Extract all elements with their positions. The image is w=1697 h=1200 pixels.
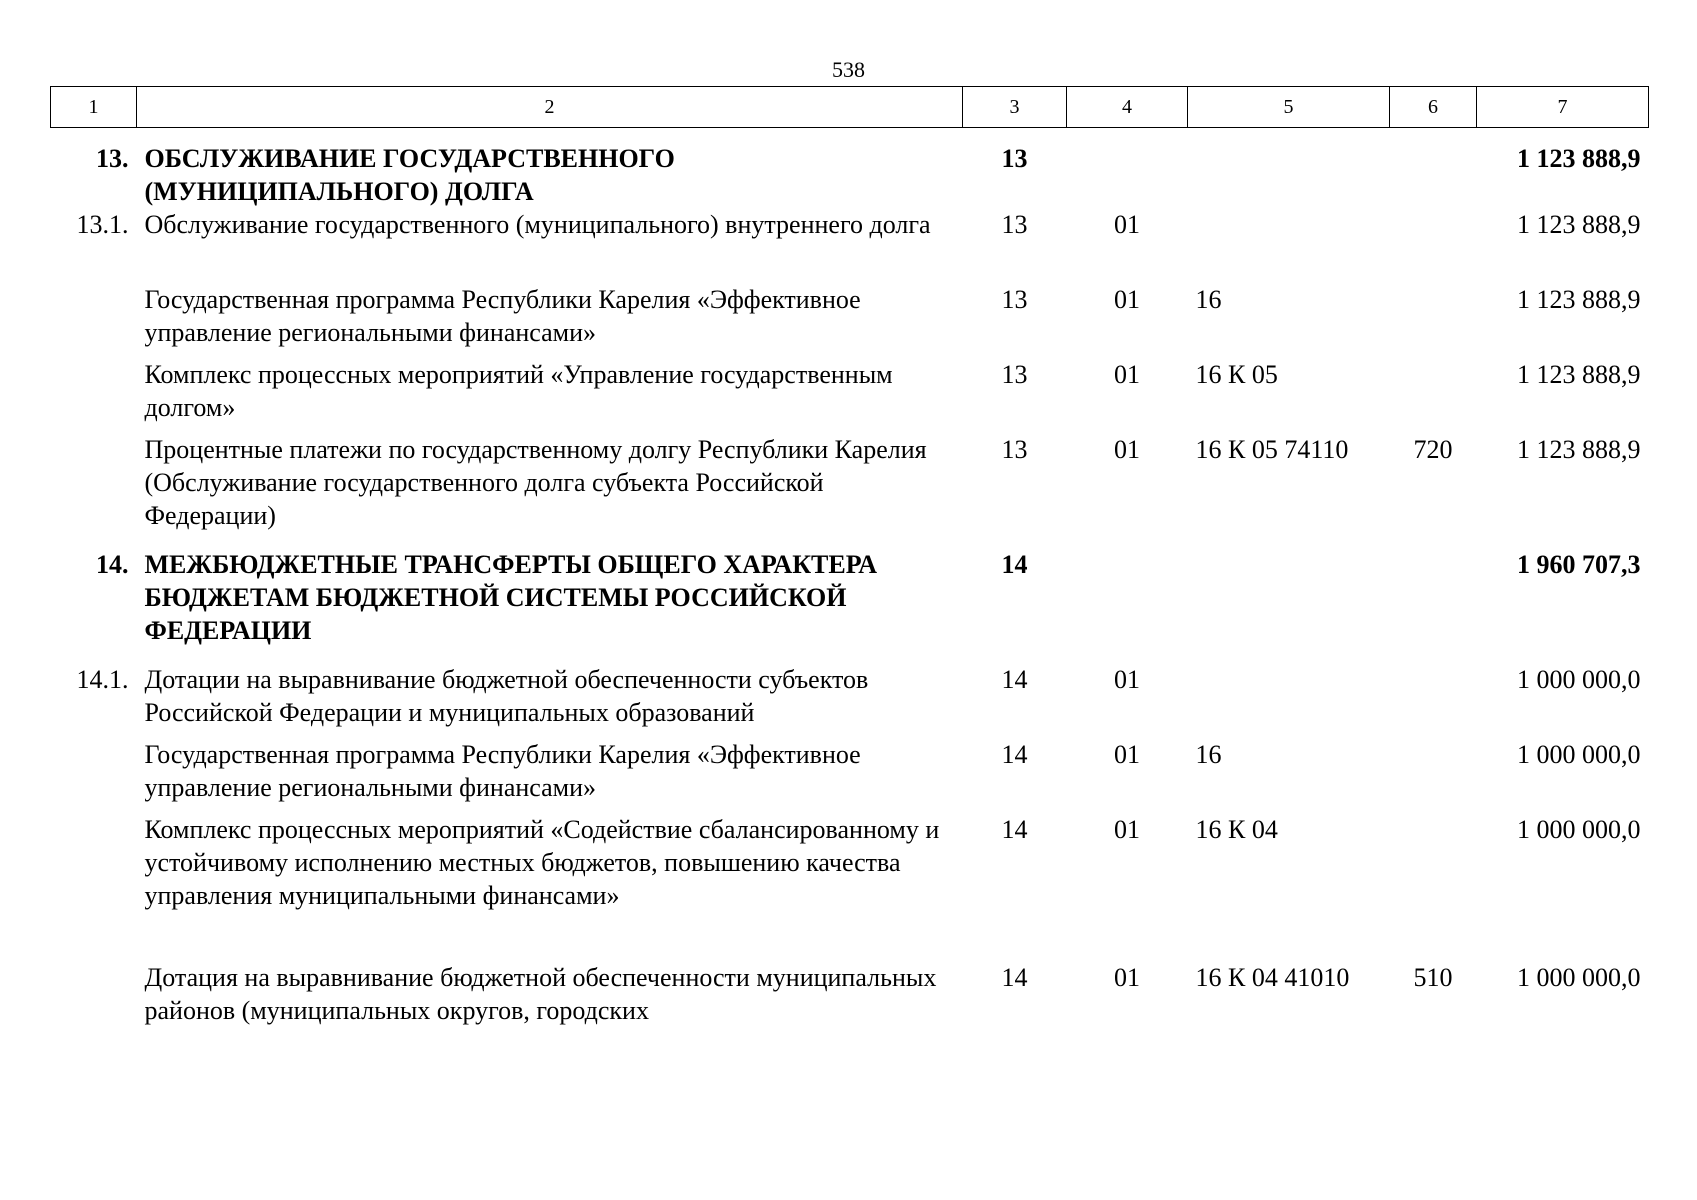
row-code-target: 16 [1195, 285, 1222, 314]
row-number [51, 961, 137, 1036]
row-number: 13. [96, 144, 129, 173]
column-header-2: 2 [137, 87, 963, 128]
row-amount: 1 960 707,3 [1517, 550, 1641, 579]
table-row-section [51, 548, 1649, 663]
row-number [51, 283, 137, 358]
row-amount: 1 123 888,9 [1517, 210, 1641, 239]
row-code-target [1188, 548, 1390, 663]
table-row [51, 283, 1649, 358]
table-body [51, 128, 1649, 1037]
row-name: Комплекс процессных мероприятий «Содействие сбалансированному и устойчивому исполнению местных бюджетов, повышению качества управления муниципальными финансами» [144, 815, 940, 910]
table-row-section [51, 128, 1649, 209]
column-header-1: 1 [51, 87, 137, 128]
row-amount: 1 000 000,0 [1517, 963, 1641, 992]
table-row [51, 433, 1649, 548]
row-amount: 1 123 888,9 [1517, 435, 1641, 464]
row-code-subsection: 01 [1114, 815, 1140, 844]
row-amount: 1 123 888,9 [1517, 285, 1641, 314]
row-number: 14.1. [76, 665, 129, 694]
row-code-subsection [1067, 128, 1188, 209]
row-code-expense-type: 720 [1413, 435, 1453, 464]
row-code-target: 16 К 05 [1195, 360, 1278, 389]
table-row [51, 208, 1649, 283]
row-amount: 1 123 888,9 [1517, 360, 1641, 389]
row-code-subsection: 01 [1114, 210, 1140, 239]
column-header-3: 3 [963, 87, 1067, 128]
table-header [51, 87, 1649, 128]
row-code-subsection [1067, 548, 1188, 663]
row-code-target [1188, 208, 1390, 283]
row-code-target: 16 К 05 74110 [1195, 435, 1349, 464]
row-number [51, 433, 137, 548]
row-amount: 1 000 000,0 [1517, 815, 1641, 844]
row-name: Процентные платежи по государственному долгу Республики Карелия (Обслуживание государственного долга субъекта Российской Федерации) [144, 435, 927, 530]
row-number [51, 358, 137, 433]
row-number: 14. [96, 550, 129, 579]
row-code-target [1188, 128, 1390, 209]
row-code-section: 14 [1001, 963, 1028, 992]
row-code-section: 13 [1001, 285, 1028, 314]
row-code-expense-type [1390, 738, 1477, 813]
row-name: МЕЖБЮДЖЕТНЫЕ ТРАНСФЕРТЫ ОБЩЕГО ХАРАКТЕРА БЮДЖЕТАМ БЮДЖЕТНОЙ СИСТЕМЫ РОССИЙСКОЙ ФЕДЕРАЦИИ [144, 550, 878, 645]
column-header-7: 7 [1477, 87, 1649, 128]
row-code-expense-type [1390, 663, 1477, 738]
row-code-section: 13 [1001, 435, 1028, 464]
row-code-expense-type [1390, 358, 1477, 433]
row-code-section: 14 [1001, 550, 1028, 579]
row-name: Комплекс процессных мероприятий «Управление государственным долгом» [144, 360, 893, 422]
row-name: Государственная программа Республики Карелия «Эффективное управление региональными финансами» [144, 285, 861, 347]
table-row [51, 961, 1649, 1036]
row-code-target: 16 К 04 41010 [1195, 963, 1350, 992]
row-name: ОБСЛУЖИВАНИЕ ГОСУДАРСТВЕННОГО (МУНИЦИПАЛЬНОГО) ДОЛГА [144, 144, 675, 206]
row-code-expense-type [1390, 283, 1477, 358]
table-row [51, 738, 1649, 813]
row-code-subsection: 01 [1114, 285, 1140, 314]
row-code-expense-type: 510 [1413, 963, 1453, 992]
row-code-section: 14 [1001, 740, 1028, 769]
row-number: 13.1. [76, 210, 129, 239]
table-row [51, 358, 1649, 433]
row-name: Дотация на выравнивание бюджетной обеспеченности муниципальных районов (муниципальных округов, городских [144, 963, 937, 1025]
row-amount: 1 123 888,9 [1517, 144, 1641, 173]
table-row [51, 663, 1649, 738]
row-name: Дотации на выравнивание бюджетной обеспеченности субъектов Российской Федерации и муниципальных образований [144, 665, 869, 727]
row-code-subsection: 01 [1114, 740, 1140, 769]
row-amount: 1 000 000,0 [1517, 665, 1641, 694]
row-number [51, 738, 137, 813]
row-code-subsection: 01 [1114, 963, 1140, 992]
row-code-expense-type [1390, 813, 1477, 961]
page-number: 538 [832, 57, 865, 82]
row-code-section: 14 [1001, 665, 1028, 694]
row-code-target: 16 К 04 [1195, 815, 1278, 844]
row-code-target: 16 [1195, 740, 1222, 769]
column-header-5: 5 [1188, 87, 1390, 128]
row-code-expense-type [1390, 208, 1477, 283]
row-code-subsection: 01 [1114, 665, 1140, 694]
row-code-expense-type [1390, 128, 1477, 209]
row-code-section: 13 [1001, 144, 1028, 173]
row-name: Государственная программа Республики Карелия «Эффективное управление региональными финансами» [144, 740, 861, 802]
row-name: Обслуживание государственного (муниципального) внутреннего долга [144, 210, 931, 239]
table-row [51, 813, 1649, 961]
row-code-section: 14 [1001, 815, 1028, 844]
row-code-subsection: 01 [1114, 360, 1140, 389]
column-header-4: 4 [1067, 87, 1188, 128]
row-code-target [1188, 663, 1390, 738]
budget-table [50, 86, 1649, 1036]
header-row [51, 87, 1649, 128]
row-code-expense-type [1390, 548, 1477, 663]
row-code-section: 13 [1001, 360, 1028, 389]
row-code-subsection: 01 [1114, 435, 1140, 464]
column-header-6: 6 [1390, 87, 1477, 128]
row-number [51, 813, 137, 961]
row-code-section: 13 [1001, 210, 1028, 239]
row-amount: 1 000 000,0 [1517, 740, 1641, 769]
